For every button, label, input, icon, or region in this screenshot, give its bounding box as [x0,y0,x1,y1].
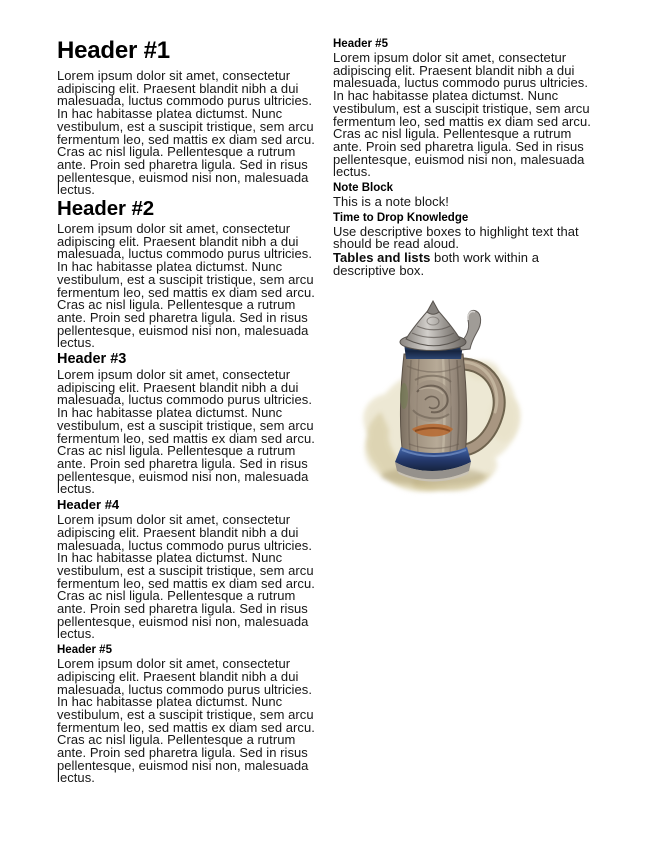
note-block-body: This is a note block! [333,194,449,210]
stein-illustration [355,300,525,500]
tables-lists-rest: both work within a descriptive box. [333,250,539,278]
left-column [57,38,315,786]
body-paragraph: Lorem ipsum dolor sit amet, consectetur adipiscing elit. Praesent blandit nibh a dui malesuada, luctus commodo purus ultricies. In hac habitasse platea dictumst. Nunc vestibulum, est a suscipit tristique, sem arcu fermentum leo, sed mattis ex diam sed arcu. Cras ac nisl ligula. Pellentesque a rutrum ante. Proin sed pharetra ligula. Sed in risus pellentesque, euismod nisi non, malesuada lectus. [333,50,591,180]
body-paragraph: Lorem ipsum dolor sit amet, consectetur adipiscing elit. Praesent blandit nibh a dui malesuada, luctus commodo purus ultricies. In hac habitasse platea dictumst. Nunc vestibulum, est a suscipit tristique, sem arcu fermentum leo, sed mattis ex diam sed arcu. Cras ac nisl ligula. Pellentesque a rutrum ante. Proin sed pharetra ligula. Sed in risus pellentesque, euismod nisi non, malesuada lectus. [57,512,315,642]
tables-lists-bold: Tables and lists [333,250,431,266]
body-paragraph: Lorem ipsum dolor sit amet, consectetur adipiscing elit. Praesent blandit nibh a dui malesuada, luctus commodo purus ultricies. In hac habitasse platea dictumst. Nunc vestibulum, est a suscipit tristique, sem arcu fermentum leo, sed mattis ex diam sed arcu. Cras ac nisl ligula. Pellentesque a rutrum ante. Proin sed pharetra ligula. Sed in risus pellentesque, euismod nisi non, malesuada lectus. [57,68,315,198]
heading-h5: Header #5 [333,38,388,50]
knowledge-block-body: Use descriptive boxes to highlight text that should be read aloud. [333,223,579,252]
heading-h4: Header #4 [57,497,120,513]
body-paragraph: Lorem ipsum dolor sit amet, consectetur adipiscing elit. Praesent blandit nibh a dui malesuada, luctus commodo purus ultricies. In hac habitasse platea dictumst. Nunc vestibulum, est a suscipit tristique, sem arcu fermentum leo, sed mattis ex diam sed arcu. Cras ac nisl ligula. Pellentesque a rutrum ante. Proin sed pharetra ligula. Sed in risus pellentesque, euismod nisi non, malesuada lectus. [57,221,315,351]
heading-h1: Header #1 [57,37,170,64]
right-column [333,38,591,500]
body-paragraph: Lorem ipsum dolor sit amet, consectetur adipiscing elit. Praesent blandit nibh a dui malesuada, luctus commodo purus ultricies. In hac habitasse platea dictumst. Nunc vestibulum, est a suscipit tristique, sem arcu fermentum leo, sed mattis ex diam sed arcu. Cras ac nisl ligula. Pellentesque a rutrum ante. Proin sed pharetra ligula. Sed in risus pellentesque, euismod nisi non, malesuada lectus. [57,367,315,497]
body-paragraph: Lorem ipsum dolor sit amet, consectetur adipiscing elit. Praesent blandit nibh a dui malesuada, luctus commodo purus ultricies. In hac habitasse platea dictumst. Nunc vestibulum, est a suscipit tristique, sem arcu fermentum leo, sed mattis ex diam sed arcu. Cras ac nisl ligula. Pellentesque a rutrum ante. Proin sed pharetra ligula. Sed in risus pellentesque, euismod nisi non, malesuada lectus. [57,656,315,786]
heading-h5: Header #5 [57,644,112,657]
tables-lists-note [333,252,591,277]
heading-h3: Header #3 [57,351,127,368]
note-block-title: Note Block [333,182,394,195]
heading-h2: Header #2 [57,197,155,221]
stein-lid [400,301,466,351]
stein-body [400,354,467,456]
knowledge-block-title: Time to Drop Knowledge [333,211,469,224]
